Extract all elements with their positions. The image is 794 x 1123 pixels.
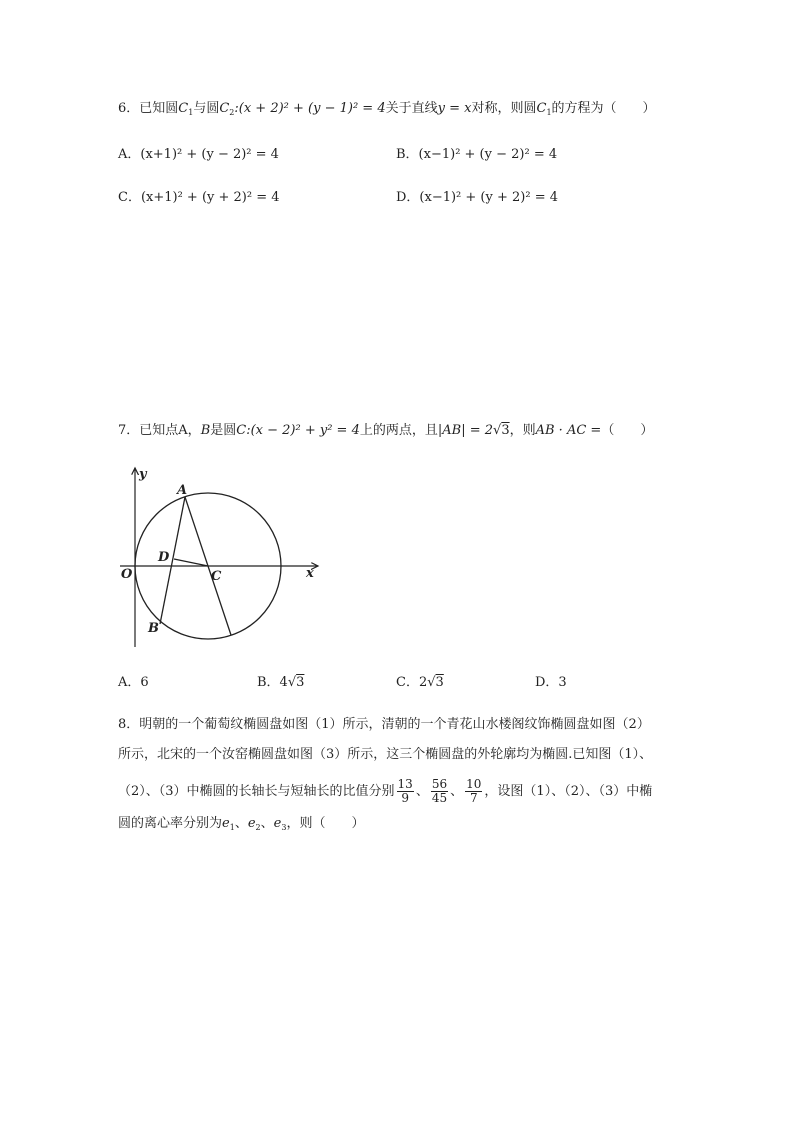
q8-f2-num: 56 [431,777,448,791]
q8-f3-num: 10 [466,777,482,791]
q6-stem-mid2: 关于直线 [385,101,438,116]
q7-dot-product: AB · AC = [535,423,602,438]
q6-c1b: C [536,101,547,116]
q6-stem-mid: 与圆 [193,101,220,116]
q8-fraction-3 [465,778,482,805]
q7-comma: ， [187,423,201,438]
q6-c2-equation: :(x + 2)² + (y − 1)² = 4 [234,101,386,116]
q7-stem-mid2: 上的两点，且 [359,423,438,438]
q8-sep-2: 、 [450,784,464,799]
q7-option-d[interactable]: D．3 [535,675,567,690]
q8-line-4 [118,814,364,838]
label-x: x [306,566,314,581]
q7-option-b-text: B．4 [257,675,288,690]
q7-stem-prefix: 7．已知点 [118,423,179,438]
q8-sep-3a: 、 [234,816,248,831]
q7-option-b[interactable]: B．4√3 [257,675,305,690]
q6-line-equation: y = x [437,101,472,116]
q8-f1-num: 13 [397,777,413,791]
q7-stem-mid3: ，则 [509,423,536,438]
q7-circle-equation: C:(x − 2)² + y² = 4 [236,423,360,438]
q8-fraction-2 [431,778,448,805]
q7-stem-end: （ ） [601,423,654,438]
q8-e1: e [222,816,230,831]
q7-option-b-sqrt: 3 [296,675,305,690]
q8-line-4-end: ，则（ ） [286,816,365,831]
q7-ab-length: |AB| = 2 [437,423,494,438]
q8-e3: e [273,816,282,831]
q7-option-c[interactable]: C．2√3 [396,675,444,690]
q8-line-3-suffix: ，设图（1）、（2）、（3）中椭 [484,784,653,799]
q6-c1b-sub: 1 [546,108,552,117]
q7-ab-sqrt: 3 [501,423,510,438]
q6-option-d[interactable]: D．(x−1)² + (y + 2)² = 4 [396,190,558,205]
q6-stem [118,99,656,123]
q8-line-1: 8．明朝的一个葡萄纹椭圆盘如图（1）所示，清朝的一个青花山水楼阁纹饰椭圆盘如图（2） [118,717,650,732]
q6-c2: C [219,101,230,116]
label-b: B [148,621,159,636]
label-d: D [158,550,170,565]
q7-stem: 7．已知点A，B是圆C:(x − 2)² + y² = 4上的两点，且|AB| = 2√3，则AB · AC =（ ） [118,423,654,438]
q8-line-3 [118,778,652,805]
q8-f3-den: 7 [469,791,478,805]
q8-line-2: 所示，北宋的一个汝窑椭圆盘如图（3）所示，这三个椭圆盘的外轮廓均为椭圆.已知图（1）、 [118,747,653,762]
q8-f1-den: 9 [401,791,409,805]
q8-e1-sub: 1 [229,823,235,832]
q6-option-c[interactable]: C．(x+1)² + (y + 2)² = 4 [118,190,280,205]
q7-circle-figure [115,462,325,652]
q6-stem-prefix: 6．已知圆 [118,101,179,116]
q8-line-4-prefix: 圆的离心率分别为 [118,816,223,831]
q7-point-b: B [200,423,211,438]
q6-c2-sub: 2 [229,108,235,117]
q8-sep-1: 、 [415,784,429,799]
q7-option-c-sqrt: 3 [435,675,444,690]
q8-line-3-prefix: （2）、（3）中椭圆的长轴长与短轴长的比值分别 [118,784,395,799]
q6-c1: C [178,101,189,116]
q8-fraction-1 [397,778,414,805]
label-y: y [139,467,147,482]
q6-stem-mid3: 对称，则圆 [471,101,537,116]
q6-c1-sub: 1 [188,108,194,117]
label-c: C [211,569,222,584]
q8-e2: e [247,816,256,831]
q7-option-c-text: C．2 [396,675,428,690]
q7-point-a: A [178,423,188,438]
q6-option-b[interactable]: B．(x−1)² + (y − 2)² = 4 [396,147,558,162]
segment-cd [174,559,208,566]
label-a: A [177,483,188,498]
q6-stem-end: 的方程为（ ） [551,101,656,116]
q7-option-a[interactable]: A．6 [118,675,149,690]
q6-option-a[interactable]: A．(x+1)² + (y − 2)² = 4 [118,147,279,162]
q8-e2-sub: 2 [255,823,261,832]
label-o: O [121,567,133,582]
q7-figure-svg [115,462,325,652]
q8-f2-den: 45 [431,791,448,805]
q8-e3-sub: 3 [281,823,287,832]
q8-sep-3b: 、 [260,816,274,831]
q7-stem-mid: 是圆 [210,423,237,438]
